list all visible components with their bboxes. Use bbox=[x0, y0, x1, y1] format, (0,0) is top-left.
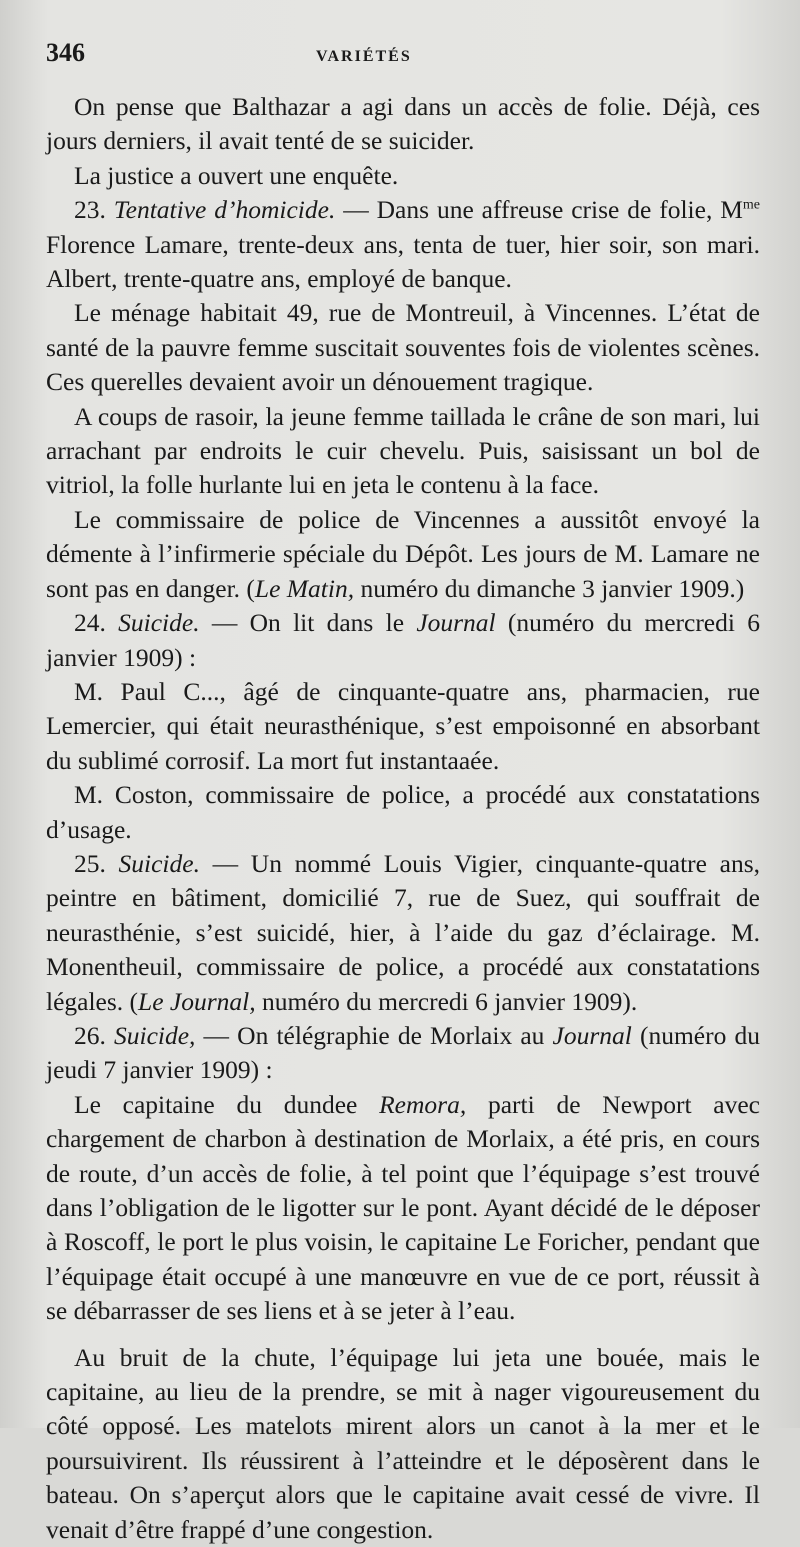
paragraph bbox=[46, 296, 760, 399]
paragraph bbox=[46, 90, 760, 159]
text-run: (numéro du mercredi 6 janvier 1909) : bbox=[46, 608, 760, 672]
paragraph bbox=[46, 503, 760, 606]
body-text bbox=[46, 90, 760, 1547]
paragraph bbox=[46, 847, 760, 1019]
italic-text: Tentative d’homicide. bbox=[113, 195, 336, 225]
page-number: 346 bbox=[46, 38, 85, 67]
text-run: Le commissaire de police de Vincennes a aussitôt envoyé la démente à l’infirmerie spéciale du Dépôt. Les jours de M. Lamare ne sont pas en danger. ( bbox=[46, 504, 760, 603]
text-run: 26. bbox=[74, 1020, 114, 1050]
paragraph bbox=[46, 400, 760, 503]
text-run: numéro du dimanche 3 janvier 1909.) bbox=[354, 573, 745, 603]
text-run: numéro du mercredi 6 janvier 1909). bbox=[255, 986, 638, 1016]
italic-text: Journal bbox=[552, 1020, 632, 1050]
text-run: parti de Newport avec chargement de charbon à destination de Morlaix, a été pris, en cours de route, d’un accès de folie, à tel point que l’équipage s’est trouvé dans l’obligation de le ligotter sur le pont. Ayant décidé de le déposer à Roscoff, le port le plus voisin, le capitaine Le Foricher, pendant que l’équipage était occupé à une manœuvre en vue de ce port, réussit à se débarrasser de ses liens et à se jeter à l’eau. bbox=[46, 1089, 760, 1326]
paragraph bbox=[46, 778, 760, 847]
italic-text: Journal bbox=[416, 608, 496, 638]
text-run: M. Coston, commissaire de police, a procédé aux constatations d’usage. bbox=[46, 780, 760, 844]
text-run: — Dans une affreuse crise de folie, M bbox=[335, 195, 743, 225]
running-title: VARIÉTÉS bbox=[316, 48, 412, 65]
paragraph bbox=[46, 1341, 760, 1547]
text-run: M. Paul C..., âgé de cinquante-quatre ans, pharmacien, rue Lemercier, qui était neurasthénique, s’est empoisonné en absorbant du sublimé corrosif. La mort fut instantaaée. bbox=[46, 676, 760, 775]
paragraph bbox=[46, 606, 760, 675]
text-run: — On lit dans le bbox=[199, 608, 417, 638]
paragraph bbox=[46, 159, 760, 193]
text-run: Le capitaine du dundee bbox=[74, 1089, 380, 1119]
italic-text: Le Matin, bbox=[254, 573, 355, 603]
paragraph bbox=[46, 675, 760, 778]
text-run: 24. bbox=[74, 608, 119, 638]
text-run: On pense que Balthazar a agi dans un accès de folie. Déjà, ces jours derniers, il avait tenté de se suicider. bbox=[46, 92, 760, 156]
italic-text: Suicide, bbox=[114, 1020, 196, 1050]
text-run: Florence Lamare, trente-deux ans, tenta de tuer, hier soir, son mari. Albert, trente-quatre ans, employé de banque. bbox=[46, 229, 760, 294]
text-run: Au bruit de la chute, l’équipage lui jeta une bouée, mais le capitaine, au lieu de la prendre, se mit à nager vigoureusement du côté opposé. Les matelots mirent alors un canot à la mer et le poursuivirent. Ils réussirent à l’atteindre et le déposèrent dans le bateau. On s’aperçut alors que le capitaine avait cessé de vivre. Il venait d’être frappé d’une congestion. bbox=[46, 1342, 760, 1544]
paragraph bbox=[46, 1088, 760, 1329]
page-header bbox=[46, 38, 760, 78]
text-run: 25. bbox=[74, 848, 119, 878]
italic-text: Suicide. bbox=[118, 848, 200, 878]
text-run: A coups de rasoir, la jeune femme taillada le crâne de son mari, lui arrachant par endroits le cuir chevelu. Puis, saisissant un bol de vitriol, la folle hurlante lui en jeta le contenu à la face. bbox=[46, 401, 760, 500]
italic-text: Suicide. bbox=[118, 608, 200, 638]
text-run: — Un nommé Louis Vigier, cinquante-quatre ans, peintre en bâtiment, domicilié 7, rue de Suez, qui souffrait de neurasthénie, s’est suicidé, hier, à l’aide du gaz d’éclairage. M. Monentheuil, commissaire de police, a procédé aux constatations légales. ( bbox=[46, 848, 760, 1016]
text-run: Le ménage habitait 49, rue de Montreuil, à Vincennes. L’état de santé de la pauvre femme suscitait souventes fois de violentes scènes. Ces querelles devaient avoir un dénouement tragique. bbox=[46, 298, 760, 397]
text-run: 23. bbox=[74, 195, 114, 225]
italic-text: Le Journal, bbox=[138, 986, 256, 1016]
paragraph bbox=[46, 1019, 760, 1088]
text-run: (numéro du jeudi 7 janvier 1909) : bbox=[46, 1020, 760, 1085]
superscript-text: me bbox=[742, 197, 760, 213]
paragraph bbox=[46, 193, 760, 296]
text-run: — On télégraphie de Morlaix au bbox=[195, 1020, 553, 1050]
italic-text: Remora, bbox=[379, 1089, 467, 1119]
text-run: La justice a ouvert une enquête. bbox=[74, 160, 399, 190]
